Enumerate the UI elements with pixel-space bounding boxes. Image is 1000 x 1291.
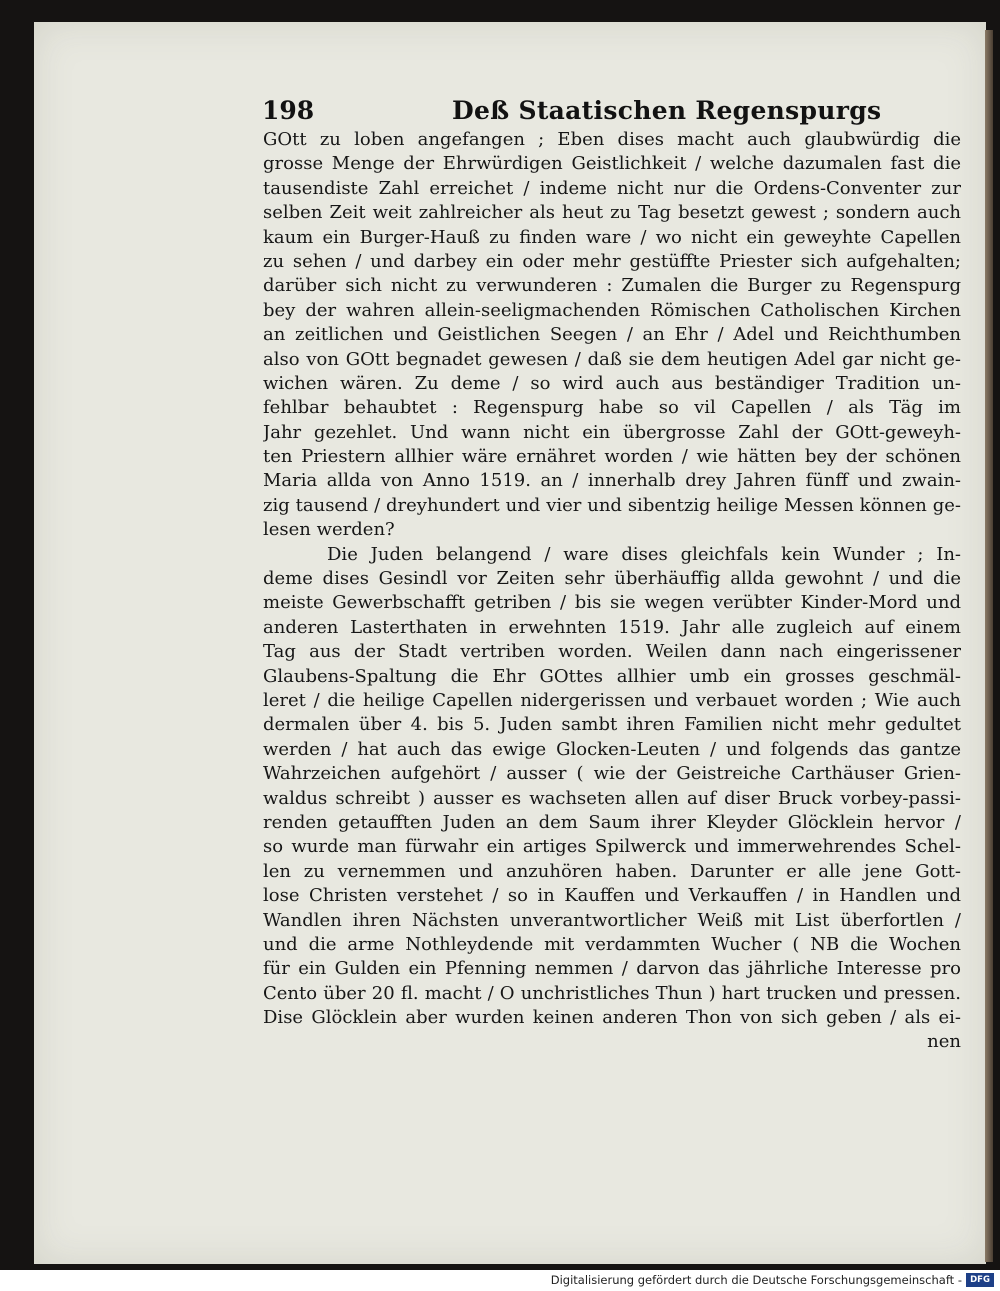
text-line: grosse Menge der Ehrwürdigen Geistlichkeit / welche dazumalen fast die: [263, 153, 961, 175]
text-line: deme dises Gesindl vor Zeiten sehr überhäuffig allda gewohnt / und die: [263, 568, 961, 590]
text-line: so wurde man fürwahr ein artiges Spilwerck und immerwehrendes Schel-: [263, 836, 961, 858]
text-line: selben Zeit weit zahlreicher als heut zu Tag besetzt gewest ; sondern auch: [263, 202, 961, 224]
page-edge: [985, 30, 993, 1262]
text-line: Wandlen ihren Nächsten unverantwortlicher Weiß mit List überfortlen /: [263, 909, 961, 931]
text-line: also von GOtt begnadet gewesen / daß sie dem heutigen Adel gar nicht ge-: [263, 348, 961, 370]
text-line: Maria allda von Anno 1519. an / innerhalb drey Jahren fünff und zwain-: [263, 470, 961, 492]
dfg-logo-icon: DFG: [966, 1273, 994, 1287]
text-line: zu sehen / und darbey ein oder mehr gestüffte Priester sich aufgehalten;: [263, 250, 961, 272]
text-line: bey der wahren allein-seeligmachenden Römischen Catholischen Kirchen: [263, 299, 961, 321]
text-line: renden getaufften Juden an dem Saum ihrer Kleyder Glöcklein hervor /: [263, 811, 961, 833]
text-line: kaum ein Burger-Hauß zu finden ware / wo nicht ein geweyhte Capellen: [263, 226, 961, 248]
text-line: Wahrzeichen aufgehört / ausser ( wie der Geistreiche Carthäuser Grien-: [263, 763, 961, 785]
text-line: für ein Gulden ein Pfenning nemmen / darvon das jährliche Interesse pro: [263, 958, 961, 980]
running-title: Deß Staatischen Regenspurgs: [452, 96, 882, 125]
footer-bar: [0, 1270, 1000, 1291]
text-line: tausendiste Zahl erreichet / indeme nicht nur die Ordens-Conventer zur: [263, 177, 961, 199]
text-line: darüber sich nicht zu verwunderen : Zumalen die Burger zu Regenspurg: [263, 275, 961, 297]
text-line: leret / die heilige Capellen nidergerissen und verbauet worden ; Wie auch: [263, 689, 961, 711]
text-line: waldus schreibt ) ausser es wachseten allen auf diser Bruck vorbey-passi-: [263, 787, 961, 809]
text-line: an zeitlichen und Geistlichen Seegen / an Ehr / Adel und Reichthumben: [263, 324, 961, 346]
text-line: fehlbar behaubtet : Regenspurg habe so vil Capellen / als Täg im: [263, 397, 961, 419]
text-line: Jahr gezehlet. Und wann nicht ein übergrosse Zahl der GOtt-geweyh-: [263, 421, 961, 443]
text-line: lesen werden?: [263, 519, 395, 541]
text-line: meiste Gewerbschafft getriben / bis sie wegen verübter Kinder-Mord und: [263, 592, 961, 614]
text-line: und die arme Nothleydende mit verdammten Wucher ( NB die Wochen: [263, 933, 961, 955]
text-line: Glaubens-Spaltung die Ehr GOttes allhier umb ein grosses geschmäl-: [263, 665, 961, 687]
text-line: Dise Glöcklein aber wurden keinen anderen Thon von sich geben / als ei-: [263, 1007, 961, 1029]
text-line: anderen Lasterthaten in erwehnten 1519. Jahr alle zugleich auf einem: [263, 616, 961, 638]
text-line: len zu vernemmen und anzuhören haben. Darunter er alle jene Gott-: [263, 860, 961, 882]
text-line: Cento über 20 fl. macht / O unchristliches Thun ) hart trucken und pressen.: [263, 982, 961, 1004]
page-number: 198: [262, 96, 315, 125]
text-line: zig tausend / dreyhundert und vier und sibentzig heilige Messen können ge-: [263, 494, 961, 516]
text-line: werden / hat auch das ewige Glocken-Leuten / und folgends das gantze: [263, 738, 961, 760]
text-line: dermalen über 4. bis 5. Juden sambt ihren Familien nicht mehr gedultet: [263, 714, 961, 736]
page-header: [262, 96, 962, 126]
funding-credit: Digitalisierung gefördert durch die Deutsche Forschungsgemeinschaft -: [550, 1273, 962, 1287]
text-line: Tag aus der Stadt vertriben worden. Weilen dann nach eingerissener: [263, 641, 961, 663]
text-line: lose Christen verstehet / so in Kauffen und Verkauffen / in Handlen und: [263, 885, 961, 907]
text-line: Die Juden belangend / ware dises gleichfals kein Wunder ; In-: [327, 543, 961, 565]
text-line: nen: [927, 1031, 961, 1053]
text-line: wichen wären. Zu deme / so wird auch aus beständiger Tradition un-: [263, 372, 961, 394]
body-text: [263, 128, 961, 1055]
text-line: ten Priestern allhier wäre ernähret worden / wie hätten bey der schönen: [263, 446, 961, 468]
text-line: GOtt zu loben angefangen ; Eben dises macht auch glaubwürdig die: [263, 129, 961, 150]
